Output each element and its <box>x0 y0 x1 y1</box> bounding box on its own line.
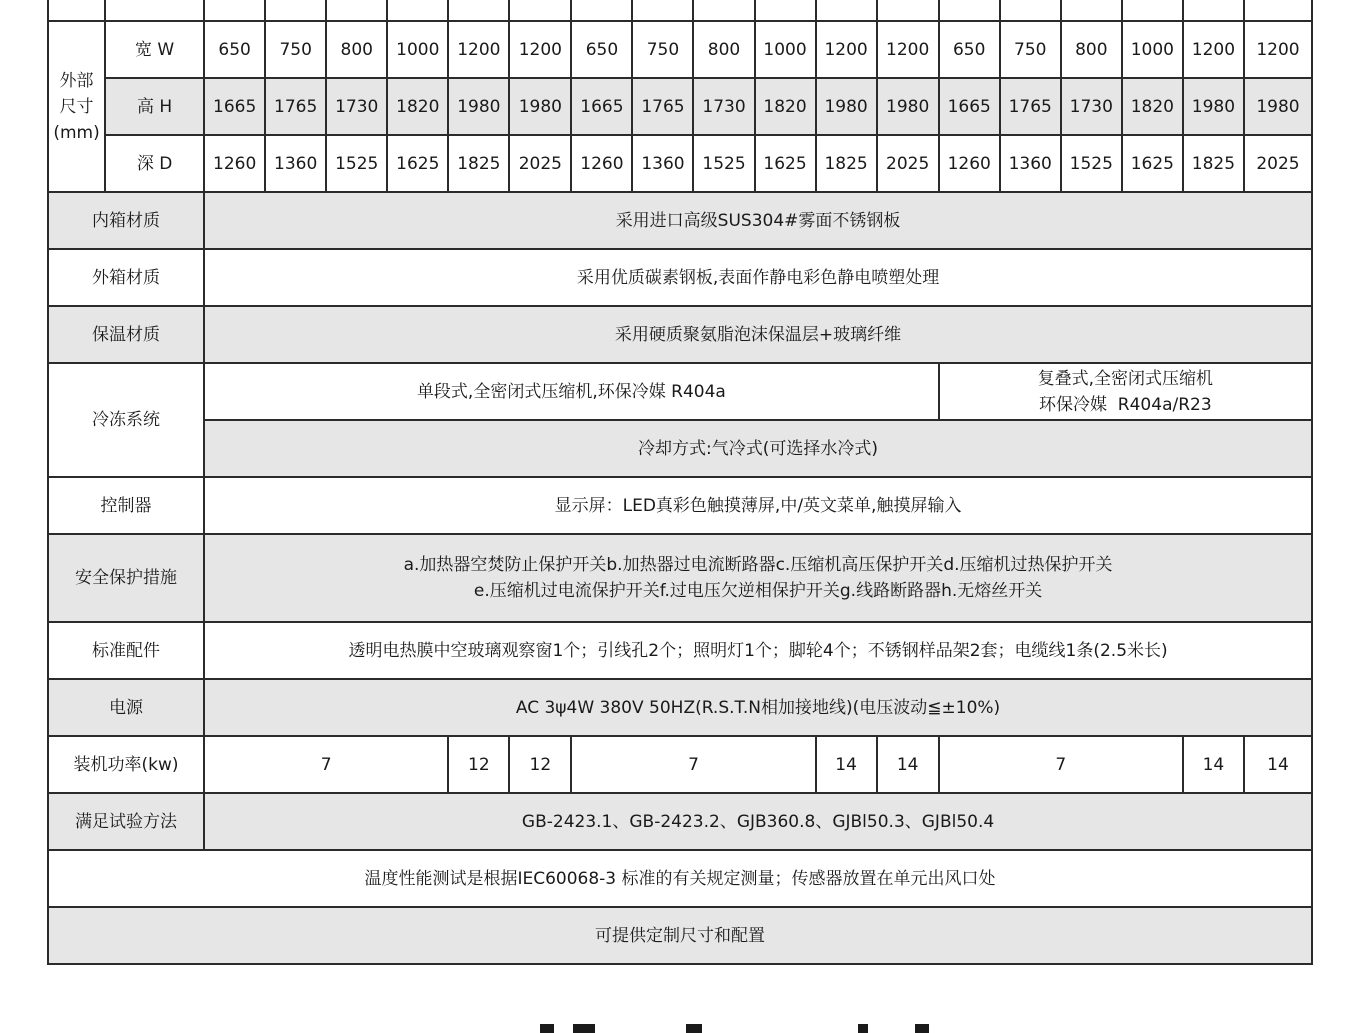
outer-material-value: 采用优质碳素钢板,表面作静电彩色静电喷塑处理 <box>204 249 1312 306</box>
dim-cell: 1665 <box>939 78 1000 135</box>
installed-power-cell: 7 <box>939 736 1183 793</box>
top-cutoff-row <box>48 0 1312 21</box>
controller-row <box>48 477 1312 534</box>
dim-cell: 800 <box>693 21 754 78</box>
dim-cell: 1200 <box>509 21 571 78</box>
installed-power-cell: 14 <box>1244 736 1312 793</box>
inner-material-row <box>48 192 1312 249</box>
note-custom-size: 可提供定制尺寸和配置 <box>48 907 1312 964</box>
insulation-label: 保温材质 <box>48 306 204 363</box>
dim-cell: 1820 <box>387 78 448 135</box>
dim-cell: 1980 <box>877 78 939 135</box>
installed-power-cell: 7 <box>571 736 815 793</box>
dim-row-label: 深 D <box>105 135 204 192</box>
spec-table <box>47 0 1313 965</box>
dim-cell: 1820 <box>755 78 816 135</box>
installed-power-cell: 14 <box>1183 736 1244 793</box>
safety-line2: e.压缩机过电流保护开关f.过电压欠逆相保护开关g.线路断路器h.无熔丝开关 <box>473 581 1043 601</box>
dim-cell: 1825 <box>1183 135 1244 192</box>
dim-cell: 1200 <box>448 21 509 78</box>
dim-cell: 1665 <box>571 78 632 135</box>
dim-cell: 1765 <box>265 78 326 135</box>
dim-height-row <box>48 78 1312 135</box>
dim-cell: 1625 <box>387 135 448 192</box>
dim-group-label: 外部 尺寸 (mm) <box>48 21 105 192</box>
dim-row-label: 宽 W <box>105 21 204 78</box>
dim-cell: 1260 <box>939 135 1000 192</box>
installed-power-cell: 12 <box>448 736 509 793</box>
dim-cell: 1980 <box>509 78 571 135</box>
dim-cell: 1765 <box>1000 78 1061 135</box>
dim-cell: 1980 <box>816 78 877 135</box>
dim-cell: 1260 <box>204 135 265 192</box>
dim-cell: 1825 <box>816 135 877 192</box>
dim-cell: 1665 <box>204 78 265 135</box>
dim-cell: 1765 <box>632 78 693 135</box>
next-section-heading-cutoff <box>0 1020 1360 1033</box>
dim-width-row <box>48 21 1312 78</box>
dim-cell: 1360 <box>632 135 693 192</box>
safety-label: 安全保护措施 <box>48 534 204 622</box>
dim-cell: 1525 <box>326 135 387 192</box>
dim-cell: 1525 <box>1061 135 1122 192</box>
dim-cell: 1200 <box>877 21 939 78</box>
dim-cell: 1360 <box>265 135 326 192</box>
test-methods-row <box>48 793 1312 850</box>
dim-cell: 1980 <box>1244 78 1312 135</box>
dim-cell: 800 <box>1061 21 1122 78</box>
accessories-label: 标准配件 <box>48 622 204 679</box>
cooling-value: 冷却方式:气冷式(可选择水冷式) <box>204 420 1312 477</box>
installed-power-cell: 7 <box>204 736 448 793</box>
refrigeration-row <box>48 363 1312 420</box>
dim-cell: 1730 <box>693 78 754 135</box>
dim-cell: 650 <box>204 21 265 78</box>
cascade-line2: 环保冷媒 R404a/R23 <box>1039 394 1212 415</box>
installed-power-cell: 14 <box>816 736 877 793</box>
dim-cell: 750 <box>265 21 326 78</box>
dim-cell: 1525 <box>693 135 754 192</box>
accessories-row <box>48 622 1312 679</box>
dim-cell: 2025 <box>509 135 571 192</box>
dim-cell: 1980 <box>448 78 509 135</box>
dim-cell: 1625 <box>1122 135 1183 192</box>
note-row <box>48 907 1312 964</box>
cascade-line1: 复叠式,全密闭式压缩机 <box>1037 368 1214 389</box>
safety-line1: a.加热器空焚防止保护开关b.加热器过电流断路器c.压缩机高压保护开关d.压缩机过热保护开关 <box>403 555 1113 575</box>
dim-cell: 1980 <box>1183 78 1244 135</box>
refrigeration-label: 冷冻系统 <box>48 363 204 477</box>
cascade-value <box>939 363 1312 420</box>
note-temperature-test: 温度性能测试是根据IEC60068-3 标准的有关规定测量；传感器放置在单元出风口处 <box>48 850 1312 907</box>
outer-material-label: 外箱材质 <box>48 249 204 306</box>
dim-cell: 1200 <box>1244 21 1312 78</box>
cooling-row <box>48 420 1312 477</box>
insulation-value: 采用硬质聚氨脂泡沫保温层+玻璃纤维 <box>204 306 1312 363</box>
single-stage-value: 单段式,全密闭式压缩机,环保冷媒 R404a <box>204 363 939 420</box>
inner-material-label: 内箱材质 <box>48 192 204 249</box>
outer-material-row <box>48 249 1312 306</box>
note-row <box>48 850 1312 907</box>
power-value: AC 3ψ4W 380V 50HZ(R.S.T.N相加接地线)(电压波动≦±10%) <box>204 679 1312 736</box>
dim-cell: 750 <box>632 21 693 78</box>
power-label: 电源 <box>48 679 204 736</box>
inner-material-value: 采用进口高级SUS304#雾面不锈钢板 <box>204 192 1312 249</box>
dim-cell: 650 <box>939 21 1000 78</box>
safety-row <box>48 534 1312 622</box>
installed-power-label: 装机功率(kw) <box>48 736 204 793</box>
dim-cell: 650 <box>571 21 632 78</box>
dim-cell: 1000 <box>387 21 448 78</box>
controller-label: 控制器 <box>48 477 204 534</box>
safety-value <box>204 534 1312 622</box>
dim-cell: 2025 <box>1244 135 1312 192</box>
dim-cell: 750 <box>1000 21 1061 78</box>
dim-cell: 1730 <box>326 78 387 135</box>
dim-cell: 1260 <box>571 135 632 192</box>
dim-cell: 1730 <box>1061 78 1122 135</box>
dim-row-label: 高 H <box>105 78 204 135</box>
dim-cell: 1200 <box>1183 21 1244 78</box>
dim-cell: 800 <box>326 21 387 78</box>
accessories-value: 透明电热膜中空玻璃观察窗1个；引线孔2个；照明灯1个；脚轮4个；不锈钢样品架2套；电缆线1条(2.5米长) <box>204 622 1312 679</box>
test-methods-value: GB-2423.1、GB-2423.2、GJB360.8、GJBl50.3、GJBl50.4 <box>204 793 1312 850</box>
dim-cell: 1825 <box>448 135 509 192</box>
power-row <box>48 679 1312 736</box>
dim-cell: 1000 <box>755 21 816 78</box>
dim-cell: 1000 <box>1122 21 1183 78</box>
dim-depth-row <box>48 135 1312 192</box>
installed-power-cell: 12 <box>509 736 571 793</box>
installed-power-row <box>48 736 1312 793</box>
dim-cell: 1200 <box>816 21 877 78</box>
installed-power-cell: 14 <box>877 736 939 793</box>
dim-cell: 2025 <box>877 135 939 192</box>
dim-cell: 1625 <box>755 135 816 192</box>
dim-cell: 1820 <box>1122 78 1183 135</box>
insulation-row <box>48 306 1312 363</box>
controller-value: 显示屏：LED真彩色触摸薄屏,中/英文菜单,触摸屏输入 <box>204 477 1312 534</box>
test-methods-label: 满足试验方法 <box>48 793 204 850</box>
dim-cell: 1360 <box>1000 135 1061 192</box>
